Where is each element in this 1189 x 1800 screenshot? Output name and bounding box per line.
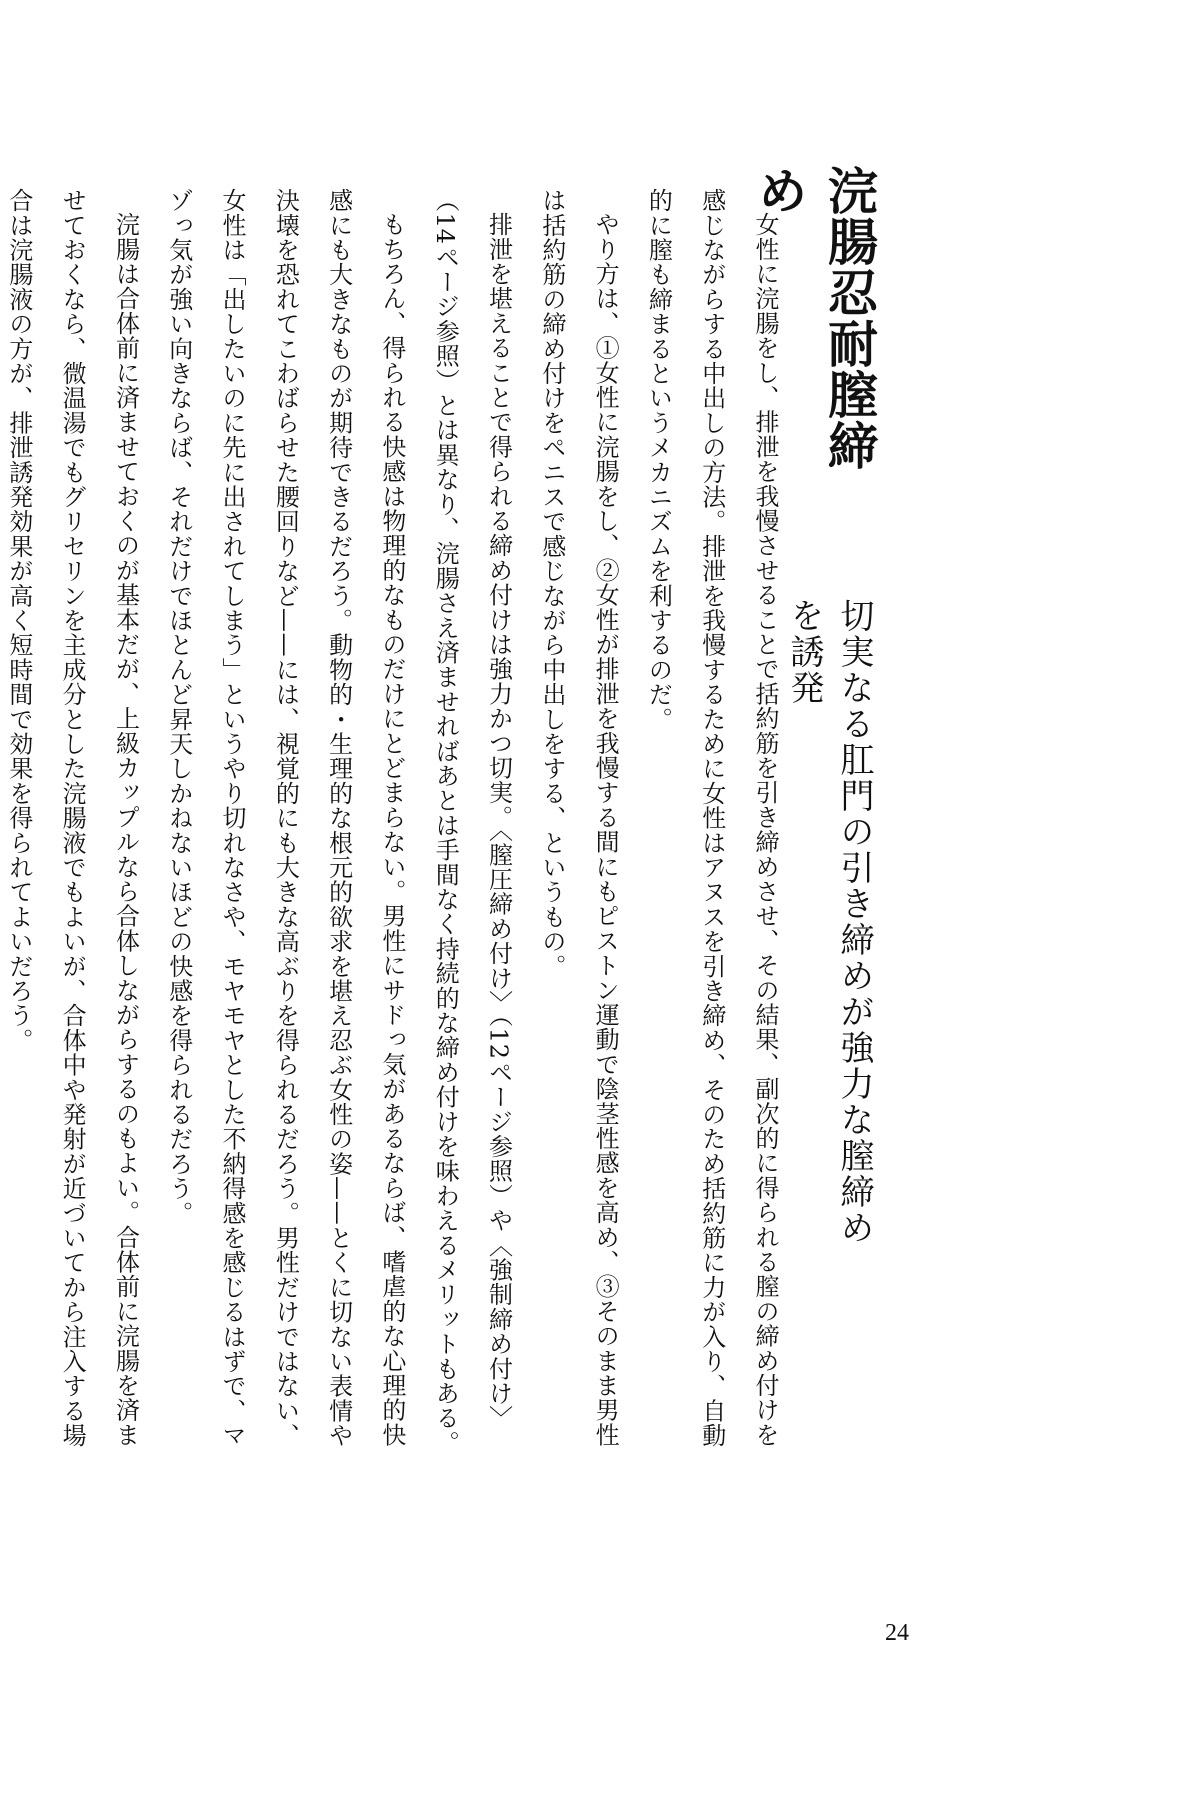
paragraph: やり方は、①女性に浣腸をし、②女性が排泄を我慢する間にもピストン運動で陰茎性感を高め、③そのまま男性は括約筋の締め付けをペニスで感じながら中出しをする、というもの。 <box>537 188 620 1447</box>
paragraph: 排泄を堪えることで得られる締め付けは強力かつ切実。〈膣圧締め付け〉（12ページ参照）や〈強制締め付け〉（14ページ参照）とは異なり、浣腸さえ済ませればあとは手間なく持続的な締め付けを味わえるメリットもある。 <box>431 188 513 1455</box>
section-title: 浣腸忍耐膣締め <box>750 165 878 471</box>
section-subtitle: 切実なる肛門の引き締めが強力な膣締めを誘発 <box>784 598 874 1246</box>
body-text <box>4 188 791 1458</box>
paragraph: 女性に浣腸をし、排泄を我慢させることで括約筋を引き締めさせ、その結果、副次的に得られる膣の締め付けを感じながらする中出しの方法。排泄を我慢するために女性はアヌスを引き締め、そのため括約筋に力が入り、自動的に膣も締まるというメカニズムを利するのだ。 <box>644 188 779 1448</box>
page-number: 24 <box>885 1620 909 1646</box>
paragraph: 浣腸は合体前に済ませておくのが基本だが、上級カップルなら合体しながらするのもよい。合体前に浣腸を済ませておくなら、微温湯でもグリセリンを主成分とした浣腸液でもよいが、合体中や発射が近づいてから注入する場合は浣腸液の方が、排泄誘発効果が高く短時間で効果を得られてよいだろう。 <box>4 188 140 1448</box>
paragraph: もちろん、得られる快感は物理的なものだけにとどまらない。男性にサドっ気があるならば、嗜虐的な心理的快感にも大きなものが期待できるだろう。動物的・生理的な根元的欲求を堪え忍ぶ女性の姿——とくに切ない表情や決壊を恐れてこわばらせた腰回りなど——には、視覚的にも大きな高ぶりを得られるだろう。男性だけではない、女性は「出したいのに先に出されてしまう」というやり切れなさや、モヤモヤとした不納得感を感じるはずで、マゾっ気が強い向きならば、それだけでほとんど昇天しかねないほどの快感を得られるだろう。 <box>164 188 406 1448</box>
